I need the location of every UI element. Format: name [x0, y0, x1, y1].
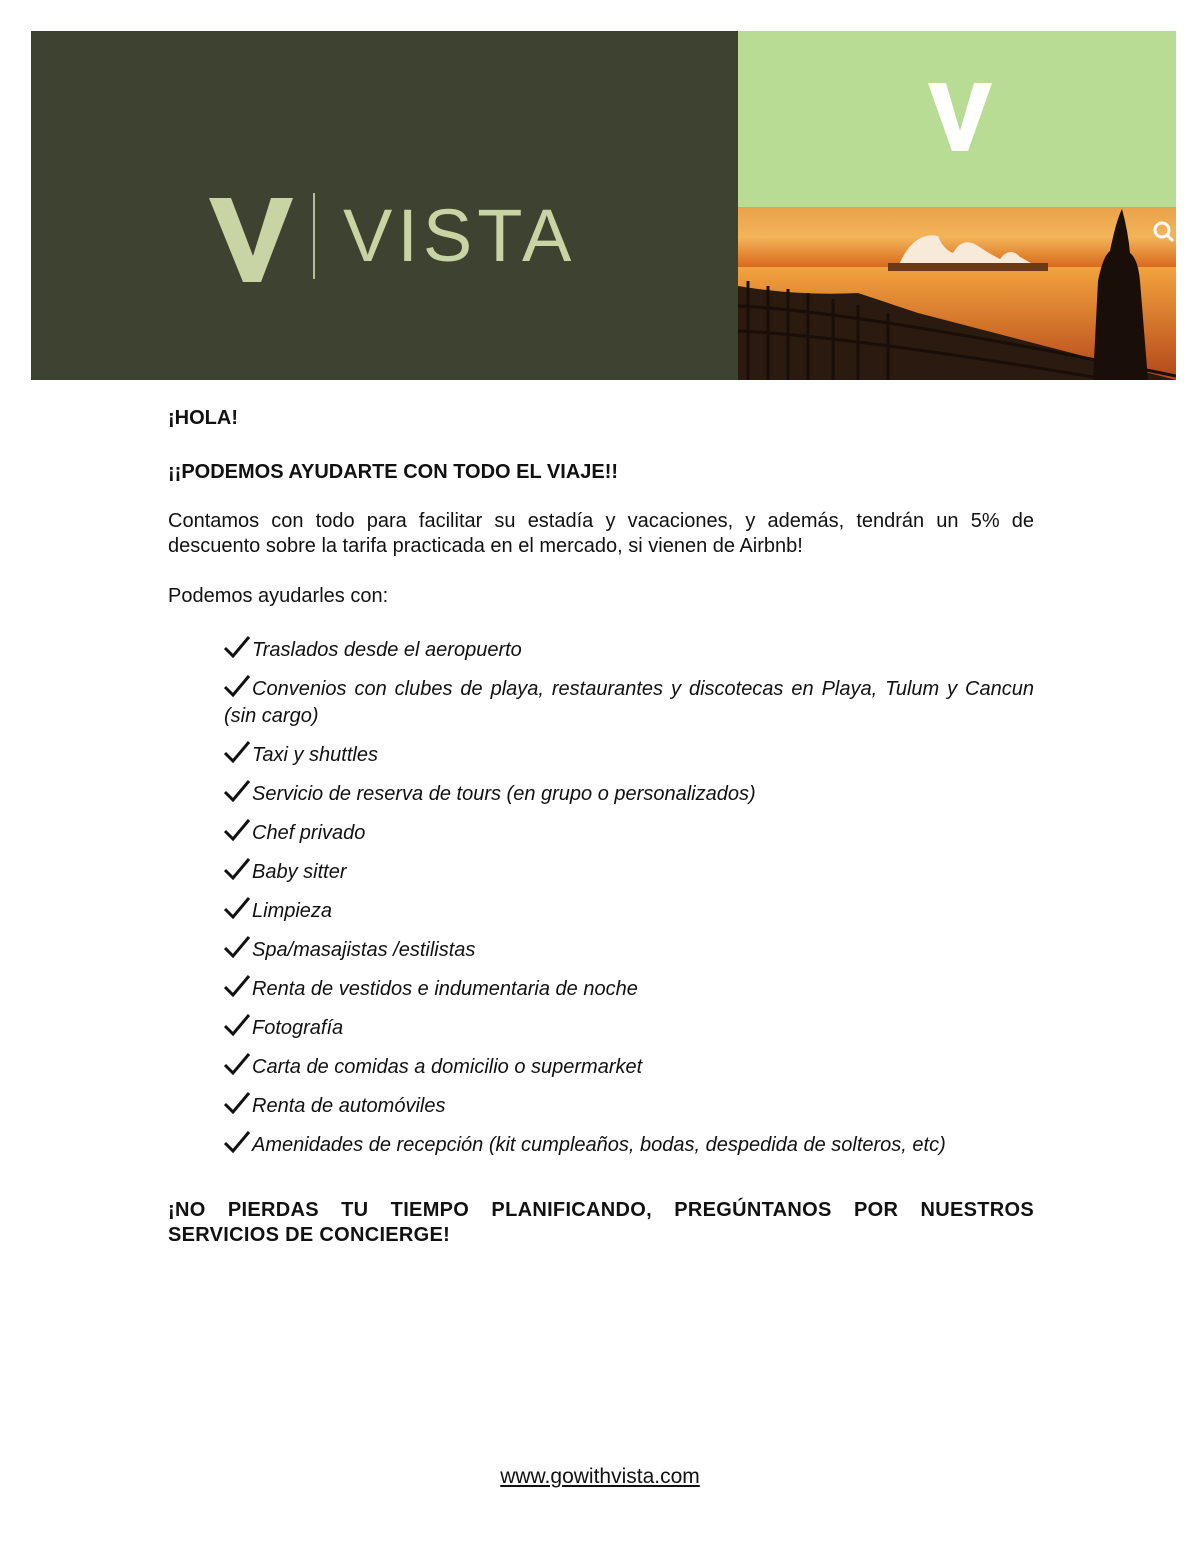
- greeting: ¡HOLA!: [168, 407, 238, 429]
- checkmark-icon: [224, 936, 250, 958]
- headline: ¡¡PODEMOS AYUDARTE CON TODO EL VIAJE!!: [168, 461, 619, 483]
- list-item: Renta de automóviles: [224, 1092, 1034, 1120]
- checkmark-icon: [224, 636, 250, 658]
- intro-paragraph: Contamos con todo para facilitar su estadía y vacaciones, y además, tendrán un 5% de descuento sobre la tarifa practicada en el mercado, si vienen de Airbnb!: [168, 510, 1034, 557]
- checkmark-icon: [224, 858, 250, 880]
- logo-divider: [313, 193, 315, 279]
- checkmark-icon: [224, 897, 250, 919]
- list-item: Limpieza: [224, 897, 1034, 925]
- checkmark-icon: [224, 741, 250, 763]
- list-item: Fotografía: [224, 1014, 1034, 1042]
- checkmark-icon: [224, 1131, 250, 1153]
- list-item: Traslados desde el aeropuerto: [224, 636, 1034, 664]
- list-item: Amenidades de recepción (kit cumpleaños, bodas, despedida de solteros, etc): [224, 1131, 1034, 1159]
- checkmark-icon: [224, 1053, 250, 1075]
- checkmark-icon: [224, 675, 250, 697]
- opera-house-photo: [738, 31, 1176, 380]
- checkmark-icon: [224, 1014, 250, 1036]
- checkmark-icon: [224, 780, 250, 802]
- services-list: [224, 636, 1034, 1170]
- logo-wordmark: VISTA: [343, 194, 577, 277]
- list-item: Spa/masajistas /estilistas: [224, 936, 1034, 964]
- list-item: Carta de comidas a domicilio o supermarket: [224, 1053, 1034, 1081]
- list-item: Renta de vestidos e indumentaria de noche: [224, 975, 1034, 1003]
- services-lead: Podemos ayudarles con:: [168, 585, 389, 607]
- checkmark-icon: [224, 819, 250, 841]
- closing-call-to-action: ¡NO PIERDAS TU TIEMPO PLANIFICANDO, PREGÚNTANOS POR NUESTROS SERVICIOS DE CONCIERGE!: [168, 1199, 1034, 1246]
- list-item: Servicio de reserva de tours (en grupo o personalizados): [224, 780, 1034, 808]
- vista-v-logo-icon: [209, 196, 293, 282]
- list-item: Baby sitter: [224, 858, 1034, 886]
- logo-panel: [31, 31, 738, 380]
- checkmark-icon: [224, 1092, 250, 1114]
- website-link[interactable]: www.gowithvista.com: [500, 1465, 700, 1488]
- list-item: Taxi y shuttles: [224, 741, 1034, 769]
- list-item: Convenios con clubes de playa, restaurantes y discotecas en Playa, Tulum y Cancun (sin cargo): [224, 675, 1034, 730]
- checkmark-icon: [224, 975, 250, 997]
- header-banner: [31, 31, 1176, 380]
- destination-photo: [738, 31, 1176, 380]
- list-item: Chef privado: [224, 819, 1034, 847]
